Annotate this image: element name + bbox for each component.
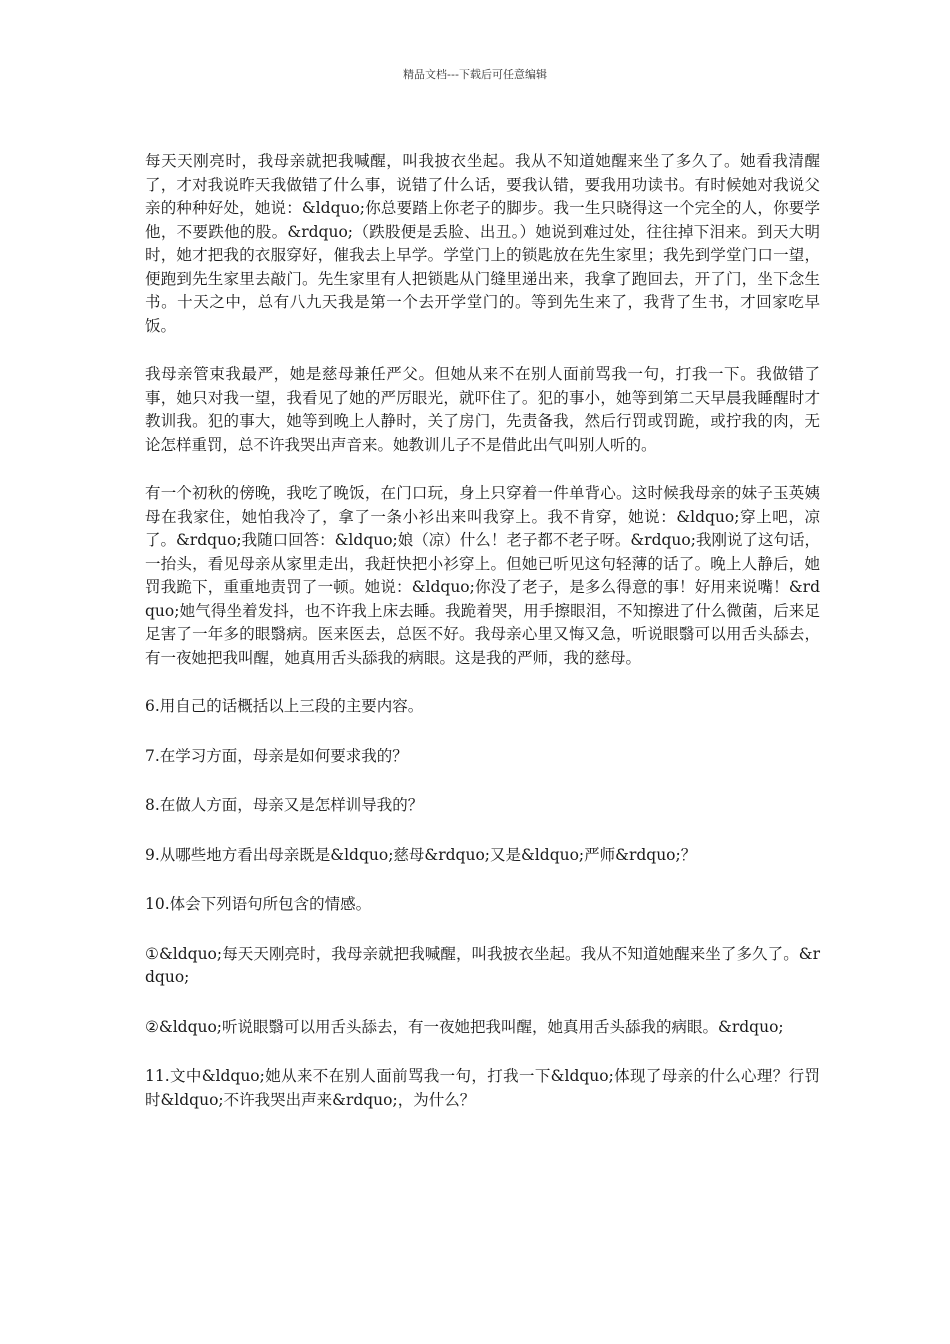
- question-9: 9.从哪些地方看出母亲既是&ldquo;慈母&rdquo;又是&ldquo;严师&rdquo;？: [145, 845, 697, 864]
- question-10-item-1: ①&ldquo;每天天刚亮时，我母亲就把我喊醒，叫我披衣坐起。我从不知道她醒来坐了多久了。&rdquo;: [145, 944, 820, 986]
- question-10-item-2: ②&ldquo;听说眼翳可以用舌头舔去，有一夜她把我叫醒，她真用舌头舔我的病眼。&rdquo;: [145, 1017, 784, 1036]
- question-10: 10.体会下列语句所包含的情感。: [145, 895, 372, 913]
- question-8: 8.在做人方面，母亲又是怎样训导我的？: [145, 796, 424, 814]
- passage-paragraph-2: 我母亲管束我最严，她是慈母兼任严父。但她从来不在别人面前骂我一句，打我一下。我做错了事，她只对我一望，我看见了她的严厉眼光，就吓住了。犯的事小，她等到第二天早晨我睡醒时才教训我。犯的事大，她等到晚上人静时，关了房门，先责备我，然后行罚或罚跪，或拧我的肉，无论怎样重罚，总不许我哭出声音来。她教训儿子不是借此出气叫别人听的。: [145, 365, 820, 454]
- passage-paragraph-1: 每天天刚亮时，我母亲就把我喊醒，叫我披衣坐起。我从不知道她醒来坐了多久了。她看我清醒了，才对我说昨天我做错了什么事，说错了什么话，要我认错，要我用功读书。有时候她对我说父亲的种种好处，她说：&ldquo;你总要踏上你老子的脚步。我一生只晓得这一个完全的人，你要学他，不要跌他的股。&rdquo;（跌股便是丢脸、出丑。）她说到难过处，往往掉下泪来。到天大明时，她才把我的衣服穿好，催我去上早学。学堂门上的锁匙放在先生家里；我先到学堂门口一望，便跑到先生家里去敲门。先生家里有人把锁匙从门缝里递出来，我拿了跑回去，开了门，坐下念生书。十天之中，总有八九天我是第一个去开学堂门的。等到先生来了，我背了生书，才回家吃早饭。: [145, 152, 820, 335]
- passage-paragraph-3: 有一个初秋的傍晚，我吃了晚饭，在门口玩，身上只穿着一件单背心。这时候我母亲的妹子玉英姨母在我家住，她怕我冷了，拿了一条小衫出来叫我穿上。我不肯穿，她说：&ldquo;穿上吧，凉了。&rdquo;我随口回答：&ldquo;娘（凉）什么！老子都不老子呀。&rdquo;我刚说了这句话，一抬头，看见母亲从家里走出，我赶快把小衫穿上。但她已听见这句轻薄的话了。晚上人静后，她罚我跪下，重重地责罚了一顿。她说：&ldquo;你没了老子，是多么得意的事！好用来说嘴！&rdquo;她气得坐着发抖，也不许我上床去睡。我跪着哭，用手擦眼泪，不知擦进了什么微菌，后来足足害了一年多的眼翳病。医来医去，总医不好。我母亲心里又悔又急，听说眼翳可以用舌头舔去，有一夜她把我叫醒，她真用舌头舔我的病眼。这是我的严师，我的慈母。: [145, 484, 820, 667]
- question-6: 6.用自己的话概括以上三段的主要内容。: [145, 697, 424, 715]
- question-11: 11.文中&ldquo;她从来不在别人面前骂我一句，打我一下&ldquo;体现了母亲的什么心理？行罚时&ldquo;不许我哭出声来&rdquo;，为什么？: [145, 1067, 820, 1109]
- page-header: 精品文档---下载后可任意编辑: [403, 68, 547, 81]
- document-body: [145, 150, 820, 1138]
- question-7: 7.在学习方面，母亲是如何要求我的？: [145, 746, 408, 765]
